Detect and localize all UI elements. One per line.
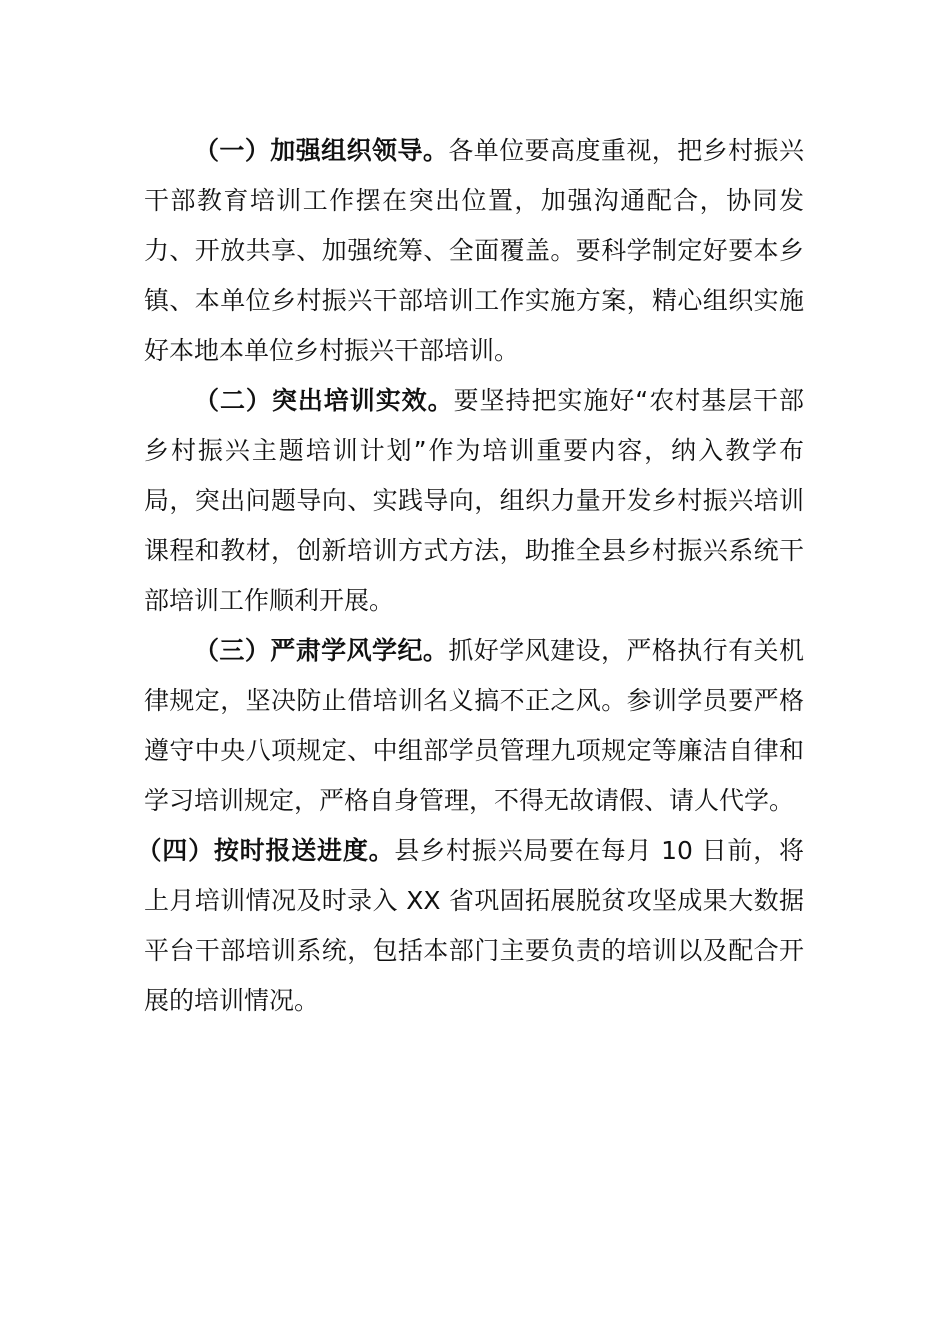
paragraph-training-effectiveness — [144, 376, 804, 626]
paragraph-organization-leadership — [144, 126, 804, 376]
paragraph-text: 各单位要高度重视，把乡村振兴干部教育培训工作摆在突出位置，加强沟通配合，协同发力、开放共享、加强统筹、全面覆盖。要科学制定好要本乡镇、本单位乡村振兴干部培训工作实施方案，精心组织实施好本地本单位乡村振兴干部培训。 — [144, 136, 804, 365]
paragraph-progress-reporting — [136, 826, 804, 1026]
paragraph-text: 县乡村振兴局要在每月 10 日前，将上月培训情况及时录入 XX 省巩固拓展脱贫攻坚成果大数据平台干部培训系统，包括本部门主要负责的培训以及配合开展的培训情况。 — [144, 836, 804, 1015]
paragraph-heading: （一）加强组织领导。 — [194, 136, 449, 165]
paragraph-heading: （二）突出培训实效。 — [194, 386, 454, 415]
paragraph-heading: （三）严肃学风学纪。 — [194, 636, 449, 665]
document-body — [136, 126, 804, 1026]
paragraph-text: 要坚持把实施好“农村基层干部乡村振兴主题培训计划”作为培训重要内容，纳入教学布局，突出问题导向、实践导向，组织力量开发乡村振兴培训课程和教材，创新培训方式方法，助推全县乡村振兴系统干部培训工作顺利开展。 — [144, 386, 804, 615]
paragraph-heading: （四）按时报送进度。 — [136, 836, 395, 865]
paragraph-study-discipline — [144, 626, 804, 826]
paragraph-text: 抓好学风建设，严格执行有关机律规定，坚决防止借培训名义搞不正之风。参训学员要严格遵守中央八项规定、中组部学员管理九项规定等廉洁自律和学习培训规定，严格自身管理，不得无故请假、请人代学。 — [144, 636, 804, 815]
